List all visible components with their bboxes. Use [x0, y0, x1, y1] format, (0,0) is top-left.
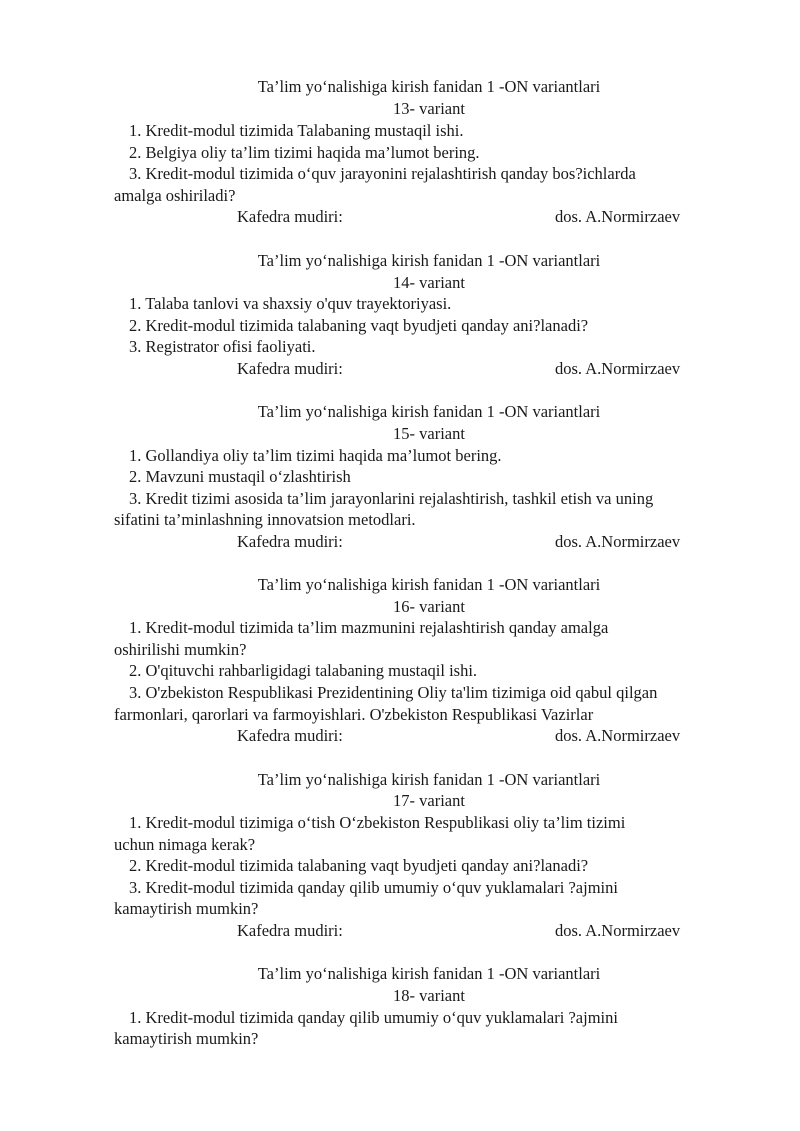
question-continuation: sifatini ta’minlashning innovatsion metodlari.	[114, 510, 416, 529]
variant-number: 17- variant	[393, 791, 465, 810]
variant-number: 14- variant	[393, 273, 465, 292]
signature-label: Kafedra mudiri:	[237, 532, 343, 551]
question-line: 1. Kredit-modul tizimida qanday qilib umumiy o‘quv yuklamalari ?ajmini	[129, 1008, 618, 1027]
signature-label: Kafedra mudiri:	[237, 207, 343, 226]
question-line: 2. Mavzuni mustaqil o‘zlashtirish	[129, 467, 351, 486]
question-line: 3. Kredit-modul tizimida qanday qilib umumiy o‘quv yuklamalari ?ajmini	[129, 878, 618, 897]
signature-name: dos. A.Normirzaev	[555, 359, 681, 378]
variant-number: 16- variant	[393, 597, 465, 616]
variant-title: Ta’lim yo‘nalishiga kirish fanidan 1 -ON variantlari	[257, 964, 601, 983]
variant-title: Ta’lim yo‘nalishiga kirish fanidan 1 -ON variantlari	[257, 251, 601, 270]
question-line: 1. Gollandiya oliy ta’lim tizimi haqida ma’lumot bering.	[129, 446, 502, 465]
signature-name: dos. A.Normirzaev	[555, 532, 681, 551]
signature-label: Kafedra mudiri:	[237, 359, 343, 378]
question-line: 1. Kredit-modul tizimida ta’lim mazmunini rejalashtirish qanday amalga	[129, 618, 609, 637]
variant-title: Ta’lim yo‘nalishiga kirish fanidan 1 -ON variantlari	[257, 77, 601, 96]
question-continuation: kamaytirish mumkin?	[114, 1029, 259, 1048]
question-line: 3. O'zbekiston Respublikasi Prezidentining Oliy ta'lim tizimiga oid qabul qilgan	[129, 683, 658, 702]
signature-name: dos. A.Normirzaev	[555, 207, 681, 226]
signature-name: dos. A.Normirzaev	[555, 921, 681, 940]
question-line: 3. Kredit-modul tizimida o‘quv jarayonini rejalashtirish qanday bos?ichlarda	[129, 164, 636, 183]
question-continuation: farmonlari, qarorlari va farmoyishlari. O'zbekiston Respublikasi Vazirlar	[114, 705, 594, 724]
variant-title: Ta’lim yo‘nalishiga kirish fanidan 1 -ON variantlari	[257, 575, 601, 594]
question-line: 3. Kredit tizimi asosida ta’lim jarayonlarini rejalashtirish, tashkil etish va uning	[129, 489, 654, 508]
question-line: 2. O'qituvchi rahbarligidagi talabaning mustaqil ishi.	[129, 661, 478, 680]
question-continuation: oshirilishi mumkin?	[114, 640, 247, 659]
question-line: 2. Belgiya oliy ta’lim tizimi haqida ma’lumot bering.	[129, 143, 480, 162]
question-line: 1. Kredit-modul tizimiga o‘tish O‘zbekiston Respublikasi oliy ta’lim tizimi	[129, 813, 626, 832]
question-line: 3. Registrator ofisi faoliyati.	[129, 337, 316, 356]
question-line: 1. Kredit-modul tizimida Talabaning mustaqil ishi.	[129, 121, 464, 140]
question-line: 2. Kredit-modul tizimida talabaning vaqt byudjeti qanday ani?lanadi?	[129, 316, 589, 335]
variant-number: 18- variant	[393, 986, 465, 1005]
signature-label: Kafedra mudiri:	[237, 921, 343, 940]
signature-label: Kafedra mudiri:	[237, 726, 343, 745]
question-continuation: uchun nimaga kerak?	[114, 835, 256, 854]
variant-title: Ta’lim yo‘nalishiga kirish fanidan 1 -ON variantlari	[257, 402, 601, 421]
question-line: 1. Talaba tanlovi va shaxsiy o'quv trayektoriyasi.	[129, 294, 452, 313]
signature-name: dos. A.Normirzaev	[555, 726, 681, 745]
variant-number: 15- variant	[393, 424, 465, 443]
variant-number: 13- variant	[393, 99, 465, 118]
variant-title: Ta’lim yo‘nalishiga kirish fanidan 1 -ON variantlari	[257, 770, 601, 789]
question-line: 2. Kredit-modul tizimida talabaning vaqt byudjeti qanday ani?lanadi?	[129, 856, 589, 875]
question-continuation: amalga oshiriladi?	[114, 186, 236, 205]
question-continuation: kamaytirish mumkin?	[114, 899, 259, 918]
